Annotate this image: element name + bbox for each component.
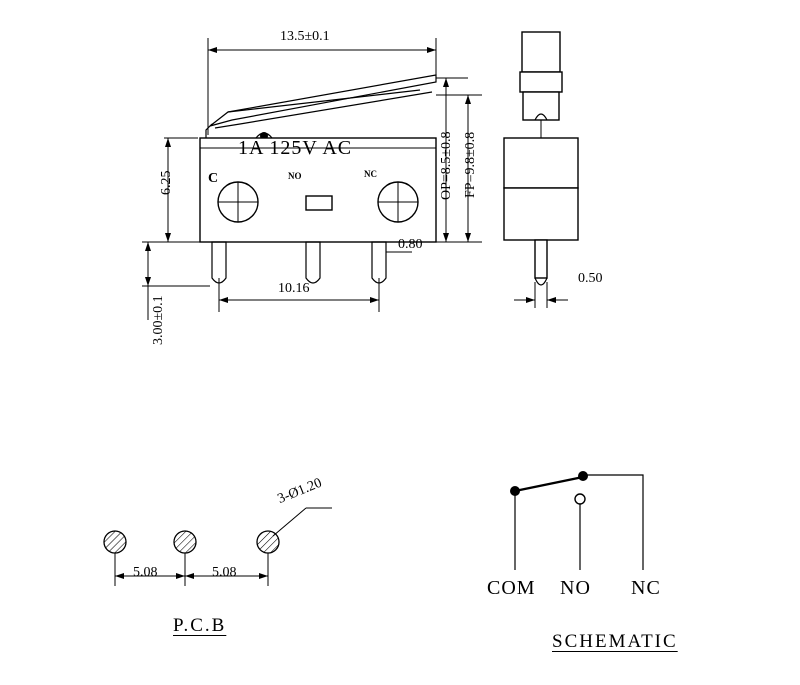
dim-body-height: 6.25 <box>159 170 174 195</box>
dim-op: OP=8.5±0.8 <box>439 131 454 200</box>
pcb-caption: P.C.B <box>173 615 227 636</box>
schematic-caption: SCHEMATIC <box>552 631 678 652</box>
schematic-terminal-nc: NC <box>631 577 661 599</box>
schematic-terminal-no: NO <box>560 577 591 599</box>
dim-pin-pitch: 10.16 <box>278 281 310 296</box>
pcb-pitch-right: 5.08 <box>212 565 237 580</box>
pcb-hole-note: 3-Ø1.20 <box>275 475 325 507</box>
rating-text: 1A 125V AC <box>238 137 353 159</box>
terminal-label-nc: NC <box>364 169 377 179</box>
side-view-drawing <box>490 20 660 320</box>
terminal-label-no: NO <box>288 171 302 181</box>
terminal-label-c: C <box>208 171 219 186</box>
schematic-terminal-com: COM <box>487 577 536 599</box>
dim-overall-width: 13.5±0.1 <box>280 29 330 44</box>
dim-fp: FP=9.8±0.8 <box>463 131 478 198</box>
dim-pin-length: 3.00±0.1 <box>151 295 166 345</box>
dim-pin-thickness: 0.80 <box>398 237 423 252</box>
pcb-footprint-drawing <box>70 470 370 600</box>
schematic-drawing <box>470 455 720 585</box>
pcb-pitch-left: 5.08 <box>133 565 158 580</box>
dim-side-thickness: 0.50 <box>578 271 603 286</box>
